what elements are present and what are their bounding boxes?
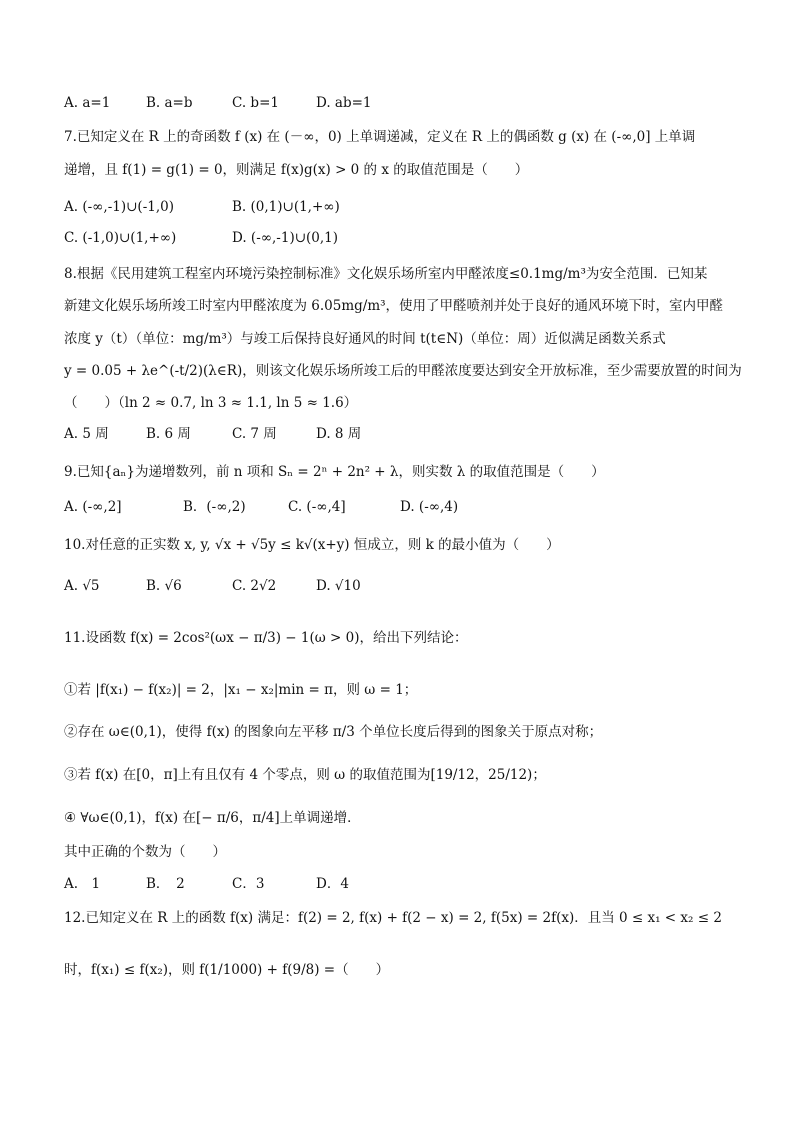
q7-option-a: A. (-∞,-1)∪(-1,0) [64, 199, 174, 215]
q8-option-b: B. 6 周 [146, 426, 191, 442]
q8-stem-line1: 8.根据《民用建筑工程室内环境污染控制标准》文化娱乐场所室内甲醛浓度≤0.1mg/m³为安全范围．已知某 [64, 266, 708, 282]
q10-option-a: A. √5 [64, 578, 100, 594]
q12-stem-line1: 12.已知定义在 R 上的函数 f(x) 满足：f(2) = 2, f(x) + f(2 − x) = 2, f(5x) = 2f(x)．且当 0 ≤ x₁ < x₂ ≤ 2 [64, 910, 722, 926]
q11-statement-2: ②存在 ω∈(0,1)，使得 f(x) 的图象向左平移 π/3 个单位长度后得到的图象关于原点对称； [64, 724, 603, 740]
q8-stem-line2: 新建文化娱乐场所竣工时室内甲醛浓度为 6.05mg/m³，使用了甲醛喷剂并处于良好的通风环境下时，室内甲醛 [64, 298, 724, 314]
q9-option-c: C. (-∞,4] [288, 499, 346, 515]
q8-stem-line3: 浓度 y（t）（单位：mg/m³）与竣工后保持良好通风的时间 t(t∈N)（单位：周）近似满足函数关系式 [64, 331, 666, 347]
q11-statement-1: ①若 |f(x₁) − f(x₂)| = 2，|x₁ − x₂|min = π，则 ω = 1； [64, 682, 418, 698]
q10-option-d: D. √10 [316, 578, 361, 594]
q6-option-d: D. ab=1 [316, 95, 372, 111]
q6-option-c: C. b=1 [232, 95, 279, 111]
q11-option-d: D．4 [316, 876, 349, 892]
q12-stem-line2: 时，f(x₁) ≤ f(x₂)，则 f(1/1000) + f(9/8) =（ ） [64, 962, 390, 978]
q11-stem: 11.设函数 f(x) = 2cos²(ωx − π/3) − 1(ω > 0)，给出下列结论： [64, 630, 468, 646]
q10-stem: 10.对任意的正实数 x, y, √x + √5y ≤ k√(x+y) 恒成立，则 k 的最小值为（ ） [64, 537, 560, 553]
q11-option-a: A. 1 [64, 876, 101, 892]
q11-question: 其中正确的个数为（ ） [64, 844, 226, 860]
q10-option-c: C. 2√2 [232, 578, 277, 594]
q8-option-a: A. 5 周 [64, 426, 109, 442]
q9-option-d: D. (-∞,4) [400, 499, 459, 515]
q6-option-a: A. a=1 [64, 95, 111, 111]
q8-option-c: C. 7 周 [232, 426, 277, 442]
q8-stem-line5: （ ）（ln 2 ≈ 0.7, ln 3 ≈ 1.1, ln 5 ≈ 1.6） [64, 395, 358, 411]
q11-statement-3: ③若 f(x) 在[0，π]上有且仅有 4 个零点，则 ω 的取值范围为[19/12，25/12)； [64, 767, 546, 783]
q6-option-b: B. a=b [146, 95, 193, 111]
q7-stem-line2: 递增，且 f(1) = g(1) = 0，则满足 f(x)g(x) > 0 的 x 的取值范围是（ ） [64, 162, 529, 178]
q10-option-b: B. √6 [146, 578, 182, 594]
q8-option-d: D. 8 周 [316, 426, 362, 442]
q9-option-a: A. (-∞,2] [64, 499, 122, 515]
q7-option-b: B. (0,1)∪(1,+∞) [232, 199, 340, 215]
q11-statement-4: ④ ∀ω∈(0,1)，f(x) 在[− π/6，π/4]上单调递增． [64, 810, 361, 826]
q9-option-b: B．(-∞,2) [183, 499, 246, 515]
q7-option-d: D. (-∞,-1)∪(0,1) [232, 230, 339, 246]
q7-stem-line1: 7.已知定义在 R 上的奇函数 f (x) 在 (－∞，0) 上单调递减，定义在 R 上的偶函数 g (x) 在 (-∞,0] 上单调 [64, 129, 696, 145]
q8-stem-line4: y = 0.05 + λe^(-t/2)(λ∈R)，则该文化娱乐场所竣工后的甲醛浓度要达到安全开放标准，至少需要放置的时间为 [64, 363, 742, 379]
q11-option-b: B． 2 [146, 876, 185, 892]
q9-stem: 9.已知{aₙ}为递增数列，前 n 项和 Sₙ = 2ⁿ + 2n² + λ，则实数 λ 的取值范围是（ ） [64, 464, 605, 480]
q7-option-c: C. (-1,0)∪(1,+∞) [64, 230, 177, 246]
q11-option-c: C．3 [232, 876, 265, 892]
